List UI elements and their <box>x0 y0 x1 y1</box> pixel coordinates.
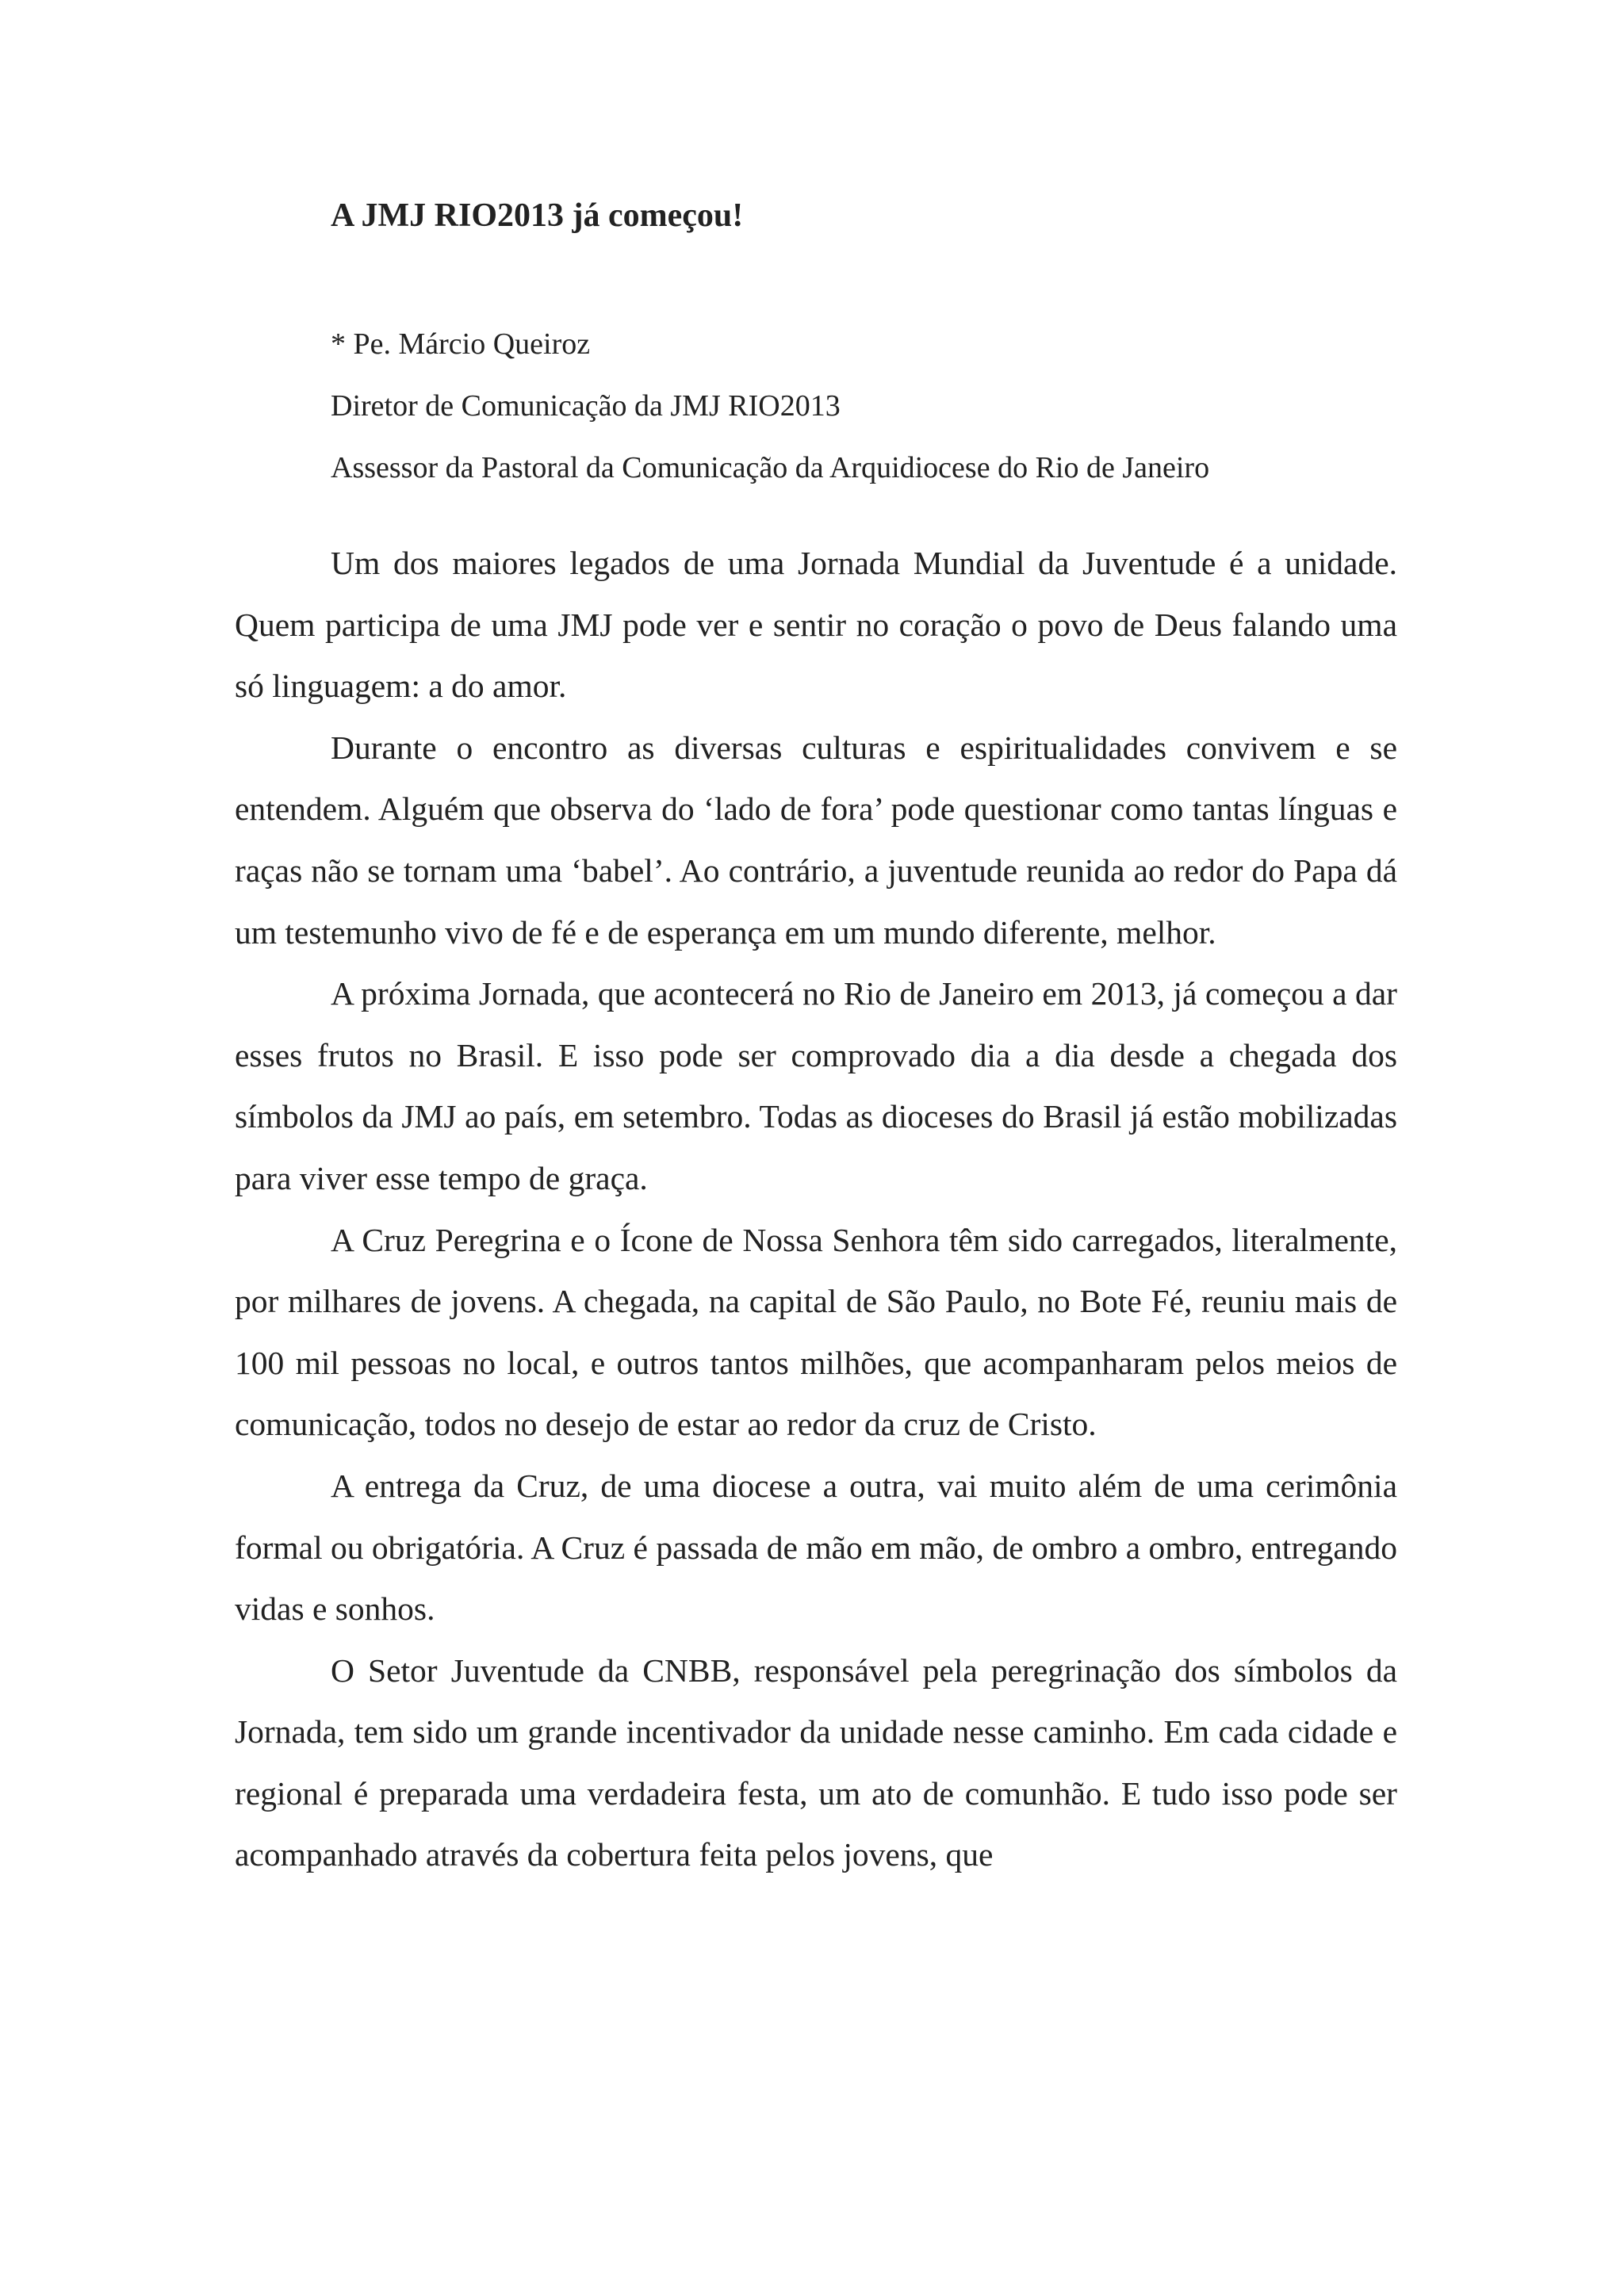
author-affiliation: Assessor da Pastoral da Comunicação da Arquidiocese do Rio de Janeiro <box>331 451 1210 484</box>
author-byline <box>331 313 1209 499</box>
article-body <box>235 533 1397 1886</box>
paragraph: A Cruz Peregrina e o Ícone de Nossa Senhora têm sido carregados, literalmente, por milhares de jovens. A chegada, na capital de São Paulo, no Bote Fé, reuniu mais de 100 mil pessoas no local, e outros tantos milhões, que acompanharam pelos meios de comunicação, todos no desejo de estar ao redor da cruz de Cristo. <box>235 1221 1397 1443</box>
paragraph: Durante o encontro as diversas culturas e espiritualidades convivem e se entendem. Alguém que observa do ‘lado de fora’ pode questionar como tantas línguas e raças não se tornam uma ‘babel’. Ao contrário, a juventude reunida ao redor do Papa dá um testemunho vivo de fé e de esperança em um mundo diferente, melhor. <box>235 729 1397 951</box>
author-name: * Pe. Márcio Queiroz <box>331 327 591 361</box>
article-title: A JMJ RIO2013 já começou! <box>331 197 744 234</box>
paragraph: Um dos maiores legados de uma Jornada Mundial da Juventude é a unidade. Quem participa de uma JMJ pode ver e sentir no coração o povo de Deus falando uma só linguagem: a do amor. <box>235 545 1397 705</box>
author-role: Diretor de Comunicação da JMJ RIO2013 <box>331 389 841 423</box>
paragraph: A entrega da Cruz, de uma diocese a outra, vai muito além de uma cerimônia formal ou obrigatória. A Cruz é passada de mão em mão, de ombro a ombro, entregando vidas e sonhos. <box>235 1467 1397 1628</box>
paragraph: A próxima Jornada, que acontecerá no Rio de Janeiro em 2013, já começou a dar esses frutos no Brasil. E isso pode ser comprovado dia a dia desde a chegada dos símbolos da JMJ ao país, em setembro. Todas as dioceses do Brasil já estão mobilizadas para viver esse tempo de graça. <box>235 975 1397 1196</box>
paragraph: O Setor Juventude da CNBB, responsável pela peregrinação dos símbolos da Jornada, tem sido um grande incentivador da unidade nesse caminho. Em cada cidade e regional é preparada uma verdadeira festa, um ato de comunhão. E tudo isso pode ser acompanhado através da cobertura feita pelos jovens, que <box>235 1651 1397 1873</box>
